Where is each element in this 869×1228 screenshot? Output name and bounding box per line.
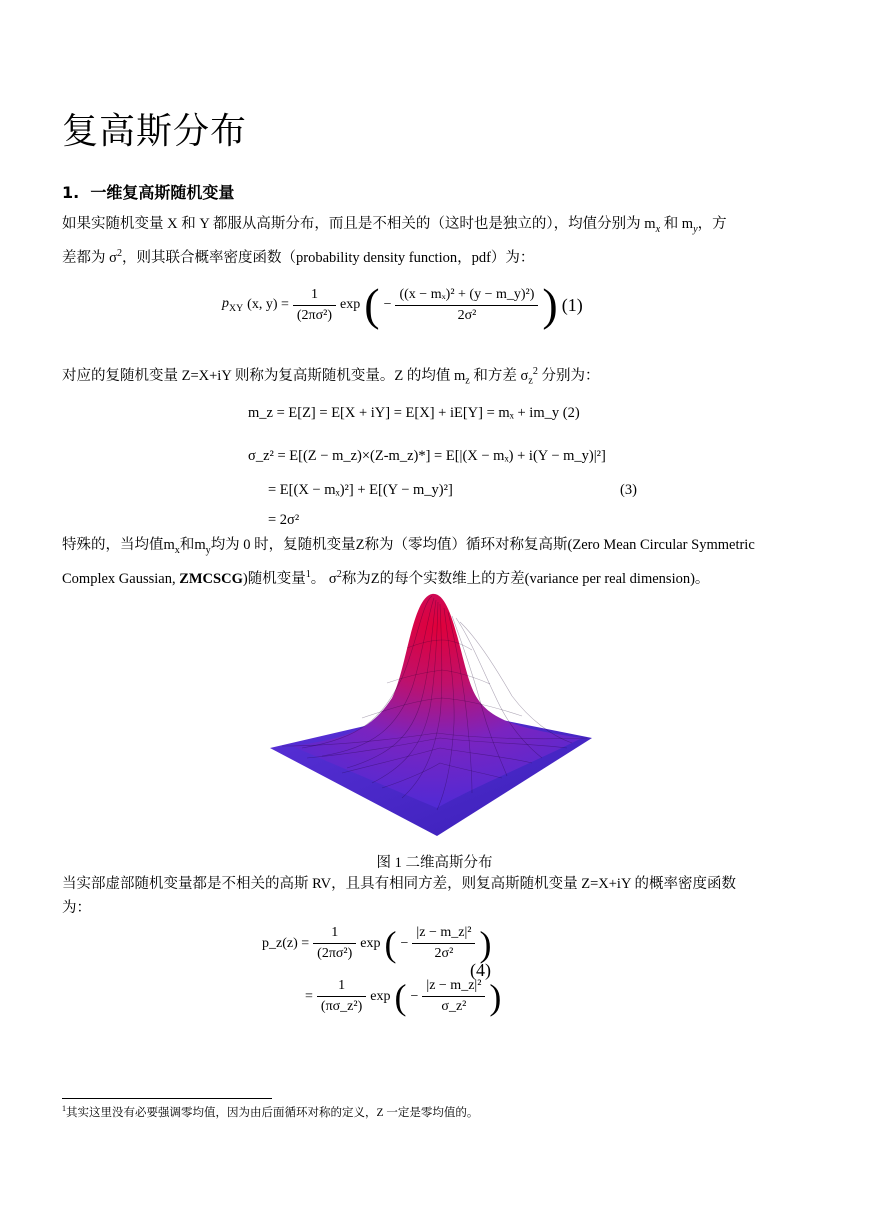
eq1-label: (1) (561, 294, 583, 315)
para2-sub-z: z (465, 375, 470, 387)
eq4-l1-inner-fraction (412, 925, 475, 962)
footnote-reference[interactable]: 1 (305, 568, 311, 580)
section-heading (62, 180, 234, 203)
eq4-l2-fraction (317, 978, 366, 1015)
footnote-separator (62, 1098, 272, 1099)
equation-4-line-2: = $\frac{1}{\text{(πσ\_z²)}}$ exp ( − $\frac{\text{|z − m\_z|²}}{\text{σ\_z²}}$ ) (305, 976, 502, 1017)
section-number: 1. (62, 183, 80, 202)
equation-4-label: (4) (470, 960, 491, 980)
paragraph-3 (62, 533, 807, 591)
eq4-l2-num: 1 (317, 978, 366, 997)
equation-3-line-2: = E[(X − mₓ)²] + E[(Y − m_y)²] (268, 482, 453, 498)
para2-sup: 2 (532, 366, 538, 377)
eq4-l2-inner-num: |z − m_z|² (422, 978, 485, 997)
equation-3-line-1: σ_z² = E[(Z − m_z)×(Z-m_z)*] = E[|(X − mₓ) + i(Y − m_y)|²] (248, 448, 606, 464)
eq1-paren-close: ) (542, 279, 558, 330)
para3-acronym: ZMCSCG (179, 570, 243, 587)
intro-text-end: ，方 (697, 216, 727, 232)
eq4-l1-den: (2πσ²) (317, 946, 353, 961)
paragraph-2 (62, 360, 807, 394)
para3-sup: 2 (336, 568, 342, 580)
eq4-l1-exp: exp (360, 935, 381, 951)
para3-text-2c: 。 σ (310, 570, 337, 587)
para3-text-2d: 称为Z的每个实数维上的方差(variance per real dimension)。 (341, 570, 710, 587)
intro-text-and: 和 m (660, 216, 694, 232)
eq4-l2-den: (πσ_z²) (320, 999, 363, 1014)
para2-text-a: 对应的复随机变量 Z=X+iY 则称为复高斯随机变量。Z 的均值 m (62, 367, 466, 384)
footnote (62, 1104, 478, 1120)
intro-text-1: 如果实随机变量 X 和 Y 都服从高斯分布，而且是不相关的（这时也是独立的），均值分别为 m (62, 216, 656, 232)
eq1-inner-den: 2σ² (457, 307, 477, 323)
eq1-exp: exp (340, 297, 361, 312)
eq4-l1-lhs: p_z(z) = (262, 935, 310, 951)
eq1-lhs-sub: XY (229, 302, 244, 314)
para3-text-1a: 特殊的，当均值m (62, 537, 175, 553)
eq4-l1-fraction (313, 925, 356, 962)
footnote-text: 其实这里没有必要强调零均值，因为由后面循环对称的定义，Z 一定是零均值的。 (66, 1107, 479, 1119)
gaussian-surface-figure (262, 588, 602, 838)
eq4-l1-inner-num: |z − m_z|² (412, 925, 475, 944)
eq4-l1-inner-den: 2σ² (434, 946, 454, 961)
intro-text-2b: ，则其联合概率密度函数（probability density function，pdf）为： (122, 249, 535, 266)
para3-sub-y: y (205, 544, 211, 556)
para4-text-2: 为： (62, 900, 91, 916)
eq1-inner-num: ((x − mₓ)² + (y − m_y)²) (395, 287, 538, 306)
eq1-num: 1 (293, 287, 336, 306)
eq1-lhs: p (222, 296, 229, 312)
equation-2 (248, 405, 580, 422)
intro-paragraph (62, 212, 807, 270)
equation-1: $p_{XY}$ (x, y) = $\frac{1}{\text{(2πσ²)}}$ exp ( − $\frac{\text{((x − mₓ)² + (y − m\_y)²)}}{\text{2σ²}}$ ) (1) (222, 279, 583, 330)
paragraph-4 (62, 872, 807, 920)
figure-caption: 图 1 二维高斯分布 (376, 855, 493, 871)
eq2-label: (2) (562, 405, 580, 421)
eq4-l2-lhs: = (305, 988, 313, 1004)
page-title: 复高斯分布 (62, 111, 248, 152)
eq1-den: (2πσ²) (296, 307, 333, 323)
equation-3-label: (3) (620, 482, 637, 498)
para2-sub-z2: z (528, 375, 533, 387)
section-title: 一维复高斯随机变量 (90, 183, 235, 202)
para3-text-1c: 均为 0 时，复随机变量Z称为（零均值）循环对称复高斯(Zero Mean Circular Symmetric (210, 537, 755, 553)
intro-sub-y: y (693, 223, 698, 235)
equation-4-line-1: p_z(z) = $\frac{1}{\text{(2πσ²)}}$ exp ( − $\frac{\text{|z − m\_z|²}}{\text{2σ²}}$ ) (262, 923, 492, 964)
intro-text-2a: 差都为 σ (62, 249, 117, 266)
para2-text-b: 和方差 σ (469, 367, 529, 384)
equation-3-line-3: = 2σ² (268, 512, 300, 528)
para3-text-1b: 和m (179, 537, 206, 553)
eq4-l2-inner-fraction (422, 978, 485, 1015)
eq4-l2-inner-den: σ_z² (441, 999, 467, 1014)
para3-text-2a: Complex Gaussian, (62, 570, 180, 587)
para4-text-1: 当实部虚部随机变量都是不相关的高斯 RV，且具有相同方差，则复高斯随机变量 Z=X+iY 的概率密度函数 (62, 876, 736, 892)
eq1-inner-fraction (395, 287, 538, 324)
eq4-l1-num: 1 (313, 925, 356, 944)
para3-text-2b: )随机变量 (242, 570, 306, 587)
footnote-mark: 1 (62, 1104, 67, 1114)
intro-sup: 2 (116, 247, 123, 259)
intro-sub-x: x (655, 223, 661, 235)
para3-sub-x: x (174, 544, 180, 556)
eq4-l2-exp: exp (370, 988, 391, 1004)
eq2-body: m_z = E[Z] = E[X + iY] = E[X] + iE[Y] = mₓ + im_y (248, 405, 560, 421)
eq1-paren-open: ( (364, 279, 380, 330)
eq1-args: (x, y) = (247, 297, 289, 312)
eq1-fraction (293, 287, 336, 324)
para2-text-c: 分别为： (537, 367, 600, 384)
